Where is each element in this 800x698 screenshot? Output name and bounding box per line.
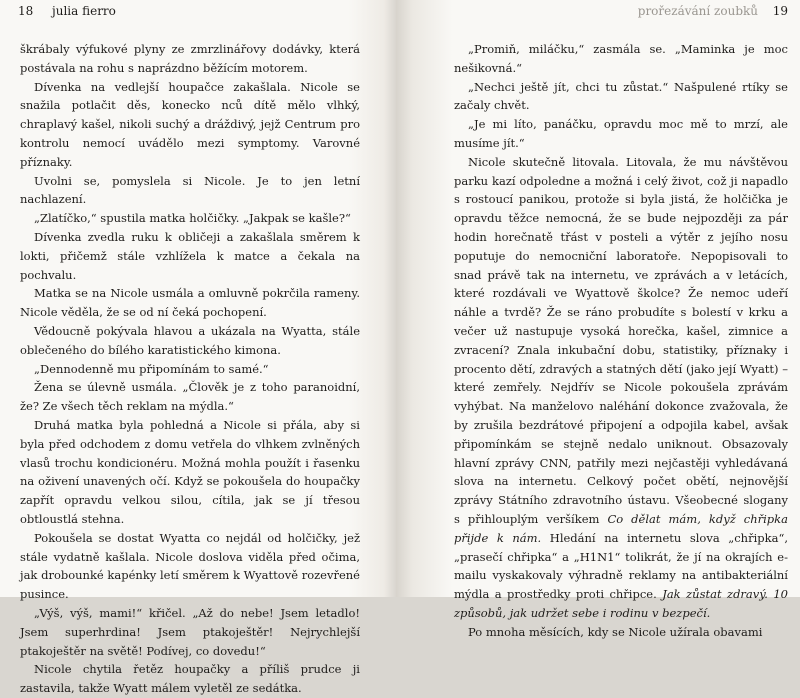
paragraph: Matka se na Nicole usmála a omluvně pokrčila rameny. Nicole věděla, že se od ní čeká pochopení. xyxy=(20,286,360,320)
right-body-text xyxy=(454,40,788,642)
left-page-number: 18 xyxy=(18,4,34,18)
left-body-text xyxy=(20,40,360,698)
paragraph-with-inline-italics xyxy=(454,153,788,623)
right-running-head: prořezávání zoubků xyxy=(637,4,758,18)
paragraph: „Dennodenně mu připomínám to samé.“ xyxy=(34,361,269,376)
paragraph: „Promiň, miláčku,“ zasmála se. „Maminka je moc nešikovná.“ xyxy=(454,42,788,75)
paragraph: Druhá matka byla pohledná a Nicole si přála, aby si byla před odchodem z domu vetřela do vlhkem zvlněných vlasů trochu kondicionéru. Možná mohla použít i řasenku na oživení unavených očí. Když se pokoušela do houpačky zapřít opravdu velkou silou, cítila, jak se jí třesou obtloustlá stehna. xyxy=(20,417,360,526)
right-page xyxy=(396,0,800,639)
italic-headline: Jak zůstat zdravý. 10 způsobů, jak udržet sebe i rodinu v bezpečí. xyxy=(454,587,788,620)
left-running-head: julia fierro xyxy=(52,4,116,18)
italic-slogan: Co dělat mám, když chřipka přijde k nám. xyxy=(454,511,788,545)
paragraph: „Zlatíčko,“ spustila matka holčičky. „Jakpak se kašle?“ xyxy=(34,211,351,226)
right-page-number: 19 xyxy=(772,4,788,18)
paragraph: Pokoušela se dostat Wyatta co nejdál od holčičky, jež stále vydatně kašlala. Nicole doslova viděla před očima, jak drobounké kapénky letí směrem k Wyattově rozevřené pusince. xyxy=(20,530,360,602)
left-page xyxy=(0,0,396,696)
paragraph: škrábaly výfukové plyny ze zmrzlinářovy dodávky, která postávala na rohu s naprázdno běžícím motorem. xyxy=(20,42,360,75)
paragraph: Dívenka zvedla ruku k obličeji a zakašlala směrem k lokti, přičemž stále vzhlížela k matce a čekala na pochvalu. xyxy=(20,229,360,282)
paragraph: Nicole chytila řetěz houpačky a příliš prudce ji zastavila, takže Wyatt málem vyletěl ze sedátka. xyxy=(20,662,360,696)
paragraph: Dívenka na vedlejší houpačce zakašlala. Nicole se snažila potlačit děs, konecko nců dítě mělo vlhký, chraplavý kašel, nikoli suchý a dráždivý, jejž Centrum pro kontrolu nemocí uvádělo mezi symptomy. Varovné příznaky. xyxy=(20,79,360,169)
paragraph: Vědoucně pokývala hlavou a ukázala na Wyatta, stále oblečeného do bílého karatistického kimona. xyxy=(20,323,360,357)
paragraph-segment: Nicole skutečně litovala. Litovala, že mu návštěvou parku kazí odpoledne a možná i celý život, což ji napadlo s rostoucí panikou, protože si byla jistá, že holčička je opravdu těžce nemocná, že se bude nejpozději za pár hodin horečnatě třást v posteli a výtěr z jejího nosu poputuje do nemocniční laboratoře. Nepopisovali to snad právě tak na internetu, ve zprávách a v letácích, které rozdávali ve Wyattově školce? Že nemoc udeří náhle a tvrdě? Že se ráno probudíte s bolestí v krku a večer už nastupuje vysoká horečka, kašel, zimnice a zvracení? Znala inkubační dobu, statistiky, příznaky i procento dětí, zdravých a statných dětí (jako její Wyatt) – které zemřely. Nejdřív se Nicole pokoušela zprávám vyhýbat. Na manželovo naléhání dokonce zvažovala, že by zrušila bezdrátové připojení a odpojila kabel, avšak připomínkám se stejně nedalo uniknout. Obsazovaly hlavní zprávy CNN, patřily mezi nejčastěji vyhledávaná slova na internetu. Celkový počet obětí, nejnovější zprávy Státního zdravotního ústavu. Všeobecné slogany s přihlouplým veršíkem xyxy=(454,154,788,526)
paragraph: „Nechci ještě jít, chci tu zůstat.“ Našpulené rtíky se začaly chvět. xyxy=(454,79,788,113)
paragraph: „Výš, výš, mami!“ křičel. „Až do nebe! Jsem letadlo! Jsem superhrdina! Jsem ptakoještěr! Nejrychlejší ptakoještěr na světě! Podívej, co dovedu!“ xyxy=(20,605,360,658)
paragraph: Po mnoha měsících, kdy se Nicole užírala obavami xyxy=(468,624,763,639)
paragraph-segment: Hledání na internetu slova „chřipka“, „prasečí chřipka“ a „H1N1“ tolikrát, že jí na okrajích e-mailu vyskakovaly výhradně reklamy na antibakteriální mýdla a prostředky proti chřipce. xyxy=(454,530,788,602)
paragraph: Žena se úlevně usmála. „Člověk je z toho paranoidní, že? Ze všech těch reklam na mýdla.“ xyxy=(20,380,360,414)
paragraph: „Je mi líto, panáčku, opravdu moc mě to mrzí, ale musíme jít.“ xyxy=(454,117,788,150)
paragraph: Uvolni se, pomyslela si Nicole. Je to jen letní nachlazení. xyxy=(20,173,360,207)
